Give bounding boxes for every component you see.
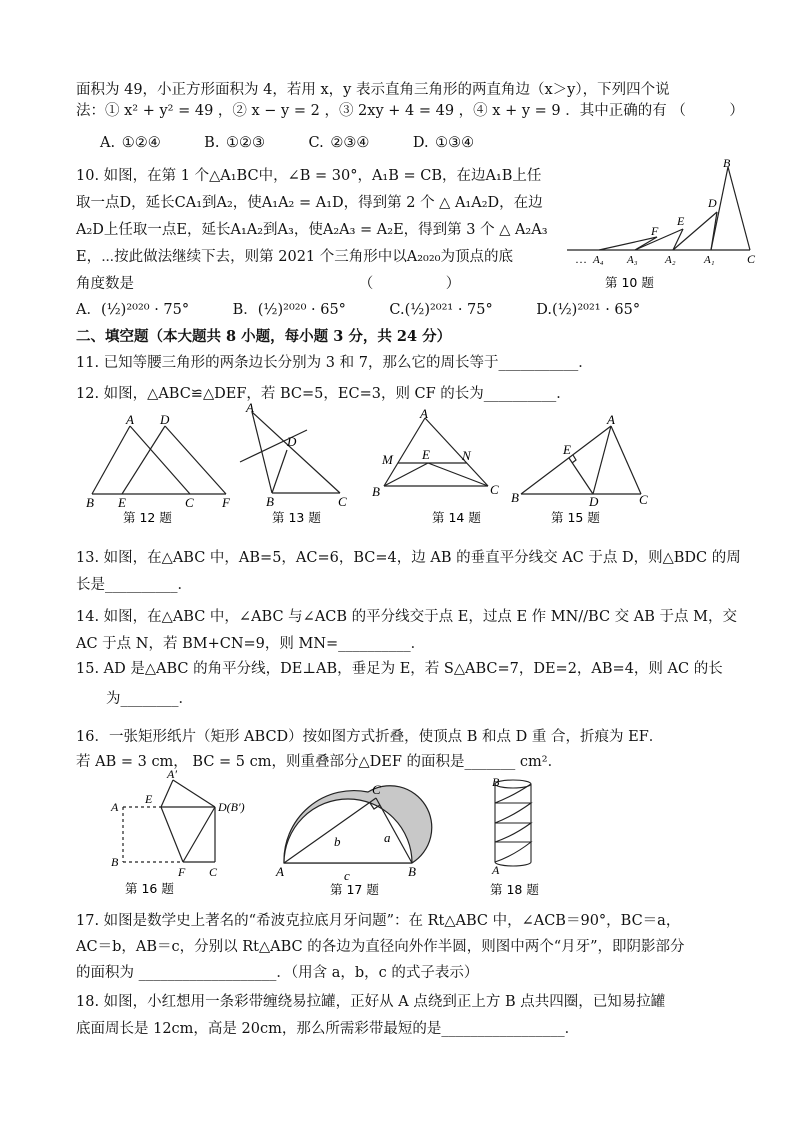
figure-q16: [105, 765, 265, 900]
q17-line2: AC＝b，AB＝c，分别以 Rt△ABC 的各边为直径向外作半圆，则图中两个“月牙”，即阴影部分: [76, 939, 685, 955]
q14-line2: AC 于点 N，若 BM+CN=9，则 MN=__________．: [76, 636, 426, 652]
q14-line1: 14. 如图，在△ABC 中，∠ABC 与∠ACB 的平分线交于点 E，过点 E 作 MN//BC 交 AB 于点 M，交: [76, 609, 737, 625]
figure-label: C: [639, 492, 648, 507]
figure-label: C: [338, 494, 347, 509]
q13-line2: 长是__________．: [76, 577, 192, 593]
label-A3: A₃: [627, 254, 638, 266]
q9-line1: 面积为 49，小正方形面积为 4，若用 x，y 表示直角三角形的两直角边（x＞y），下列四个说: [76, 82, 670, 98]
figure-label: A: [420, 406, 428, 421]
q10-line1: 10. 如图，在第 1 个△A₁BC中，∠B = 30°，A₁B = CB，在边A₁B上任: [76, 168, 542, 184]
figure-label: M: [382, 452, 393, 467]
label-A2: A₂: [665, 254, 676, 266]
figure-label: A: [276, 864, 284, 879]
q13-line1: 13. 如图，在△ABC 中，AB=5，AC=6，BC=4，边 AB 的垂直平分线交 AC 于点 D，则△BDC 的周: [76, 550, 741, 566]
figure-label: c: [344, 868, 350, 883]
label-E: E: [677, 214, 685, 228]
caption-q14: 第 14 题: [432, 510, 481, 525]
label-F: F: [651, 224, 659, 238]
q10-line4: E，⋯按此做法继续下去，则第 2021 个三角形中以A₂₀₂₀为顶点的底: [76, 249, 513, 265]
figure-label: B: [111, 855, 119, 869]
label-A4: A₄: [593, 254, 604, 266]
q10-line5: 角度数是 （ ）: [76, 276, 461, 292]
q17-line3: 的面积为 ___________________．（用含 a，b，c 的式子表示）: [76, 965, 479, 981]
figure-q15: [505, 410, 655, 528]
q16-line2: 若 AB = 3 cm， BC = 5 cm，则重叠部分△DEF 的面积是_______ cm²．: [76, 754, 563, 770]
figure-label: B: [492, 775, 500, 789]
figure-label: N: [462, 448, 471, 463]
figure-label: C: [209, 865, 218, 879]
figure-label: A: [111, 800, 119, 814]
figure-label: E: [118, 495, 126, 510]
figure-label: B: [408, 864, 416, 879]
figure-label: E: [422, 447, 430, 462]
figure-label: D: [287, 434, 297, 449]
label-D: D: [708, 196, 717, 210]
figure-label: F: [178, 865, 186, 879]
caption-q13: 第 13 题: [272, 510, 321, 525]
caption-q16: 第 16 题: [125, 881, 174, 896]
figure-label: B: [86, 495, 94, 510]
figure-label: C: [185, 495, 194, 510]
figure-label: E: [563, 442, 571, 457]
figure-q14: [370, 404, 510, 528]
figure-q10: [565, 155, 770, 295]
figure-label: A: [126, 412, 134, 427]
caption-q18: 第 18 题: [490, 882, 539, 897]
label-A1: A₁: [704, 254, 715, 266]
q16-line1: 16．一张矩形纸片（矩形 ABCD）按如图方式折叠，使顶点 B 和点 D 重 合，折痕为 EF．: [76, 729, 664, 745]
q18-line1: 18. 如图，小红想用一条彩带缠绕易拉罐，正好从 A 点绕到正上方 B 点共四圈，已知易拉罐: [76, 994, 666, 1010]
caption-q17: 第 17 题: [330, 882, 379, 897]
figure-label: b: [334, 834, 341, 849]
figure-label: B: [372, 484, 380, 499]
q11: 11. 已知等腰三角形的两条边长分别为 3 和 7，那么它的周长等于___________．: [76, 355, 593, 371]
figure-label: D: [160, 412, 170, 427]
figure-q13: [232, 400, 362, 528]
q12: 12. 如图，△ABC≌△DEF，若 BC=5，EC=3，则 CF 的长为__________．: [76, 386, 571, 402]
figure-q12: [78, 410, 243, 528]
figure-label: D: [589, 494, 599, 509]
figure-label: F: [222, 495, 230, 510]
q18-line2: 底面周长是 12cm，高是 20cm，那么所需彩带最短的是_________________．: [76, 1021, 580, 1037]
figure-label: A: [607, 412, 615, 427]
label-B: B: [723, 156, 731, 170]
caption-q15: 第 15 题: [551, 510, 600, 525]
q9-line2: 法：① x² + y² = 49 ，② x − y = 2 ，③ 2xy + 4 = 49 ，④ x + y = 9 ．其中正确的有 （ ）: [76, 103, 744, 119]
caption-q12: 第 12 题: [123, 510, 172, 525]
label-C: C: [747, 252, 756, 266]
label-dots: …: [575, 252, 587, 266]
q15-line2: 为________．: [106, 691, 193, 707]
section-header: 二、填空题（本大题共 8 小题，每小题 3 分，共 24 分）: [76, 328, 452, 345]
figure-label: A: [246, 400, 254, 415]
figure-label: B: [511, 490, 519, 505]
figure-q17: [272, 770, 442, 900]
figure-label: C: [372, 782, 381, 797]
figure-label: C: [490, 482, 499, 497]
caption-q10: 第 10 题: [605, 275, 654, 290]
figure-label: D(B′): [218, 800, 245, 814]
q9-options: A. ①②④ B. ①②③ C. ②③④ D. ①③④: [100, 135, 475, 151]
figure-label: E: [145, 792, 153, 806]
figure-label: a: [384, 830, 391, 845]
q10-line2: 取一点D，延长CA₁到A₂，使A₁A₂ = A₁D，得到第 2 个 △ A₁A₂D，在边: [76, 195, 543, 211]
q15-line1: 15. AD 是△ABC 的角平分线，DE⊥AB，垂足为 E，若 S△ABC=7，DE=2，AB=4，则 AC 的长: [76, 661, 723, 677]
figure-label: B: [266, 494, 274, 509]
q10-options: A．(½)²⁰²⁰ · 75° B．(½)²⁰²⁰ · 65° C.(½)²⁰²¹ · 75° D.(½)²⁰²¹ · 65°: [76, 302, 641, 318]
q17-line1: 17. 如图是数学史上著名的“希波克拉底月牙问题”：在 Rt△ABC 中，∠ACB＝90°，BC＝a，: [76, 913, 681, 929]
figure-label: A′: [167, 767, 177, 781]
figure-q18: [486, 770, 566, 900]
q10-line3: A₂D上任取一点E，延长A₁A₂到A₃，使A₂A₃ = A₂E，得到第 3 个 △ A₂A₃: [76, 222, 548, 238]
figure-label: A: [492, 863, 500, 877]
